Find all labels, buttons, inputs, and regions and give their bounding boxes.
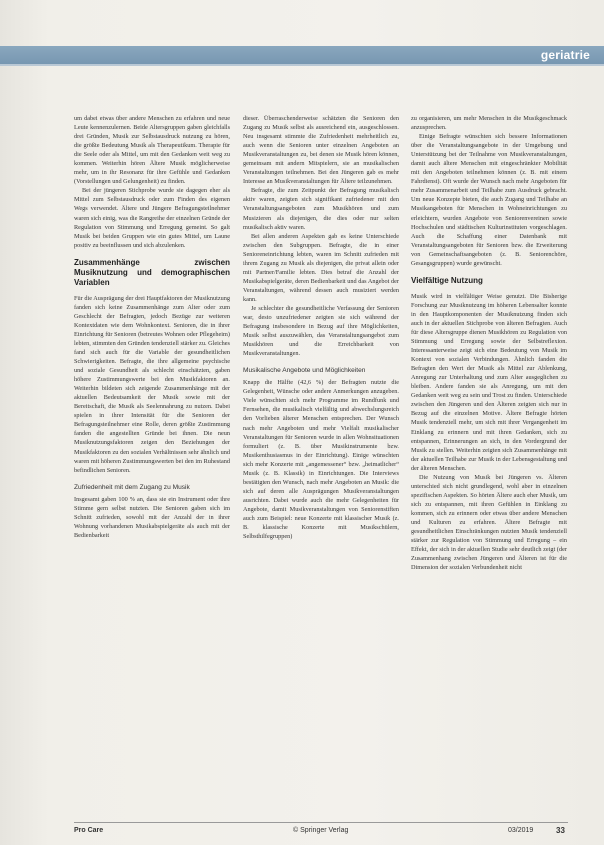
footer-divider: [74, 822, 568, 823]
paragraph: Für die Ausprägung der drei Hauptfaktoren der Musiknutzung fanden sich keine Zusammenhänge zum Alter oder zum Geschlecht der Befragten, jedoch Bezüge zur weiteren Kontextdaten wie dem Wohnkontext. Senioren, die in ihrer Einrichtung für Senioren (betreutes Wohnen oder Pflegeheim) lebten, stimmten den Gründen tendenziell stärker zu. Gleiches fand sich auch für die Variable der gesundheitlichen Schwierigkeiten. Befragte, die ihre allgemeine psychische und soziale Gesundheit als schlecht einschätzten, gaben höhere Zustimmungswerte bei den Musikfaktoren an. Weiterhin bildeten sich zeigende Zusammenhänge mit der aktuellen Bedeutsamkeit der Musik sowie mit der Bereitschaft, die Musik als Seelennahrung zu nutzen. Dabei spielen in ihrer Intensität für die Senioren der Befragungsteilnehmer eine Rolle, deren größte Zustimmung fanden die angestellten Gründe bei ihnen. Die neun Musiknutzungsfaktoren zeigen den Beziehungen der Musikfaktoren zu den sozialen Verhältnissen sehr ähnlich und waren mit höheren Zustimmungswerten bei den im Ruhestand befindlichen Senioren.: [74, 294, 230, 474]
header-band-edge: [0, 64, 604, 66]
section-heading: Vielfältige Nutzung: [411, 275, 483, 285]
subsection-heading: Musikalische Angebote und Möglichkeiten: [243, 367, 366, 375]
publisher-credit: © Springer Verlag: [293, 827, 349, 834]
section-heading: Zusammenhänge zwischen Musiknutzung und demographischen Variablen: [74, 257, 230, 287]
text-column-3: [411, 114, 567, 572]
paragraph: um dabei etwas über andere Menschen zu erfahren und neue Leute kennenzulernen. Beide Altersgruppen gaben gleichfalls drei Gründen, Musik zur Selbstausdruck nutzung zu hören, die größte Bedeutung Musik als Therapeutikum. Therapie für die Seele oder als Mittel, um mit den Gedanken weit weg zu kommen. Weiterhin hören Ältere Musik möglicherweise mehr, um in ihr Resonanz für ihre Gefühle und Gedanken (Vorstellungen und Gelungenheit) zu finden.: [74, 115, 230, 186]
section-label: geriatrie: [540, 48, 590, 62]
text-column-1: [74, 114, 230, 540]
paragraph: Befragte, die zum Zeitpunkt der Befragung musikalisch aktiv waren, zeigten sich signifikant zufriedener mit den Veranstaltungsangeboten zum Musikhören und zum Musizieren als diejenigen, die dies oder nur selten musikalisch aktiv waren.: [243, 187, 399, 231]
paragraph: Je schlechter die gesundheitliche Verfassung der Senioren war, desto unzufriedener zeigten sie sich während der Befragung insbesondere in Bezug auf ihre Möglichkeiten, Musik selbst auszuwählen, das Veranstaltungsangebot zum Musikhören und die Erreichbarkeit von Musikveranstaltungen.: [243, 304, 399, 358]
paragraph: Die Nutzung von Musik bei Jüngeren vs. Älteren unterschied sich nicht grundlegend, wohl aber in einzelnen spezifischen Aspekten. So hörten Ältere auch eher Musik, um sich zu entspannen, mit ihren Gefühlen in Einklang zu kommen, sich zu erinnern oder etwas über andere Menschen und Kulturen zu erfahren. Ältere Befragte mit gesundheitlichen Einschränkungen nutzten Musik tendenziell stärker zur Regulation von Stimmung und Erregung – ein Effekt, der sich in der aktuellen Studie sehr deutlich zeigt (der Zusammenhang zwischen Jüngeren und Älteren ist für die Dimension der sozialen Verbundenheit nicht: [411, 473, 567, 572]
paragraph: dieser. Überraschenderweise schätzten die Senioren den Zugang zu Musik selbst als ausreichend ein, ausgeschlossen. Neu insgesamt stimmte die Zufriedenheit mehrheitlich zu, auch wenn die Senioren unter einzelnen Angeboten an Musikveranstaltungen zu, bei denen sie Musik hören können, gemeinsam mit andern Mitspielern, sie an musikalischen Veranstaltungen teilnehmen. Bei den Jüngeren gab es mehr Interesse an Musikveranstaltungen für Ältere teilzunehmen.: [243, 115, 399, 186]
section-header-band: [0, 46, 604, 64]
paragraph: Musik wird in vielfältiger Weise genutzt. Die Bisherige Forschung zur Musiknutzung im höheren Lebensalter konnte in den Hauptkomponenten der Musiknutzung finden sich auch in der aktuellen Stichprobe von älteren Befragten. Auch für diese Altersgruppe dienen Musikhören zu Regulation von Stimmung und Erregung sowie der Selbstreflexion. Interessanterweise zeigt sich eine Bedeutung von Musik im Kontext von sozialen Verbindungen. Ähnlich fanden die Befragten den Wert der Musik als Mittel zur Ablenkung, Anregung zur Unterhaltung und zum Alter ausgeglichen zu bleiben. Andere fanden sie als Anregung, um mit den Gedanken weit weg zu sein und Trost zu finden. Unterschiede zwischen den Jüngeren und den Älteren zeigten sich nur in Bezug auf die einzelnen Motive. Ältere Befragte hörten Musik tendenziell mehr, um sich mit ihrer Vergangenheit im Einklang zu erinnern und mit ihren Gedanken, sich zu entspannen, Erinnerungen an sich, in den Vordergrund der Musik zu stellen. Weiterhin zeigten sich Zusammenhänge mit der aktuellen Teilhabe zur Musik in der Lebensgestaltung und der älteren Menschen.: [411, 292, 567, 472]
paragraph: Bei allen anderen Aspekten gab es keine Unterschiede zwischen den Subgruppen. Befragte, die in einer Senioreneinrichtung lebten, waren im Schnitt zufrieden mit ihrem Zugang zu Musik als diejenigen, die privat allein oder mit Partner/Familie lebten. Dies betraf die Anzahl der Musikabspielgeräte, deren Bedienbarkeit und das Angebot der Veranstaltungen, während dessen auch musiziert werden kann.: [243, 232, 399, 303]
journal-name: Pro Care: [74, 827, 104, 834]
paragraph: Knapp die Hälfte (42,6 %) der Befragten nutzte die Gelegenheit, Wünsche oder andere Anmerkungen anzugeben. Viele wünschten sich mehr Programme im Rundfunk und Fernsehen, die musikalisch vielfältig und abwechslungsreich den Vorlieben älterer Menschen entsprechen. Der Wunsch nach mehr Angeboten und mehr Vielfalt musikalischer Veranstaltungen für Senioren wurde in allen Wohnsituationen formuliert (z. B. über Musikinstrumente bzw. Musikenthusiasmus in der Einrichtung). Einige wünschten sich mehr Konzerte mit „angemessener“ bzw. „heimatlicher“ Musik (z. B. Klassik) in Einrichtungen. Die Interviews bestätigten den Wunsch, nach mehr Angeboten an Musik: die sich auf deren alle Ausprägungen Musikveranstaltungen ausrichten. Dabei wurde auch die mehr Gelegenheiten für Angebote, damit Musikveranstaltungen von Seniorenstiften auch zum Beispiel: neue Konzerte mit klassischer Musik (z. B. klassische Konzerte mit Musikschülern, Selbsthilfegruppen): [243, 379, 399, 541]
issue-date: 03/2019: [508, 827, 534, 834]
paragraph: Bei der jüngeren Stichprobe wurde sie dagegen eher als Mittel zum Selbstausdruck oder zum Finden des eigenen Wegs verwendet. Ältere und Jüngere Befragungsteilnehmer waren sich einig, was die Rangreihe der einzelnen Gründe der Regulation von Stimmung und Erregung gemeint. So galt Musik bei beiden Gruppen wie ein gutes Mittel, um Laune positiv zu beeinflussen und sich abzulenken.: [74, 187, 230, 249]
paragraph: Einige Befragte wünschten sich bessere Informationen über die Veranstaltungsangebote in der Umgebung und Unterstützung bei der Teilnahme von Musikveranstaltungen, damit auch ältere Menschen mit eingeschränkter Mobilität mit den Angeboten teilnehmen können (z. B. mit einem Fahrdienst). Oft wurde der Wunsch nach mehr Angeboten für mehr Zusammenarbeit und Teilhabe zum Ausdruck gebracht. Um neue Konzepte bieten, die auch Zugang und Teilhabe an Musikangeboten für Menschen in Wohneinrichtungen zu erleichtern, wurden Angebote von Seniorenvereinen sowie Hochschulen und städtischen Kulturinstituten vorgeschlagen. Auch die Schaffung einer Datenbank mit Veranstaltungsangeboten für Senioren bzw. die Erweiterung von Gemeinschaftsangeboten (z. B. Seniorenchöre, Gesangsgruppen) wurde gewünscht.: [411, 133, 567, 267]
paragraph: zu organisieren, um mehr Menschen in die Musikgeschmack anzusprechen.: [411, 115, 567, 132]
text-column-2: [243, 114, 399, 541]
page-number: 33: [556, 826, 565, 835]
subsection-heading: Zufriedenheit mit dem Zugang zu Musik: [74, 483, 190, 491]
paragraph: Insgesamt gaben 100 % an, dass sie ein Instrument oder ihre Stimme gern selbst nutzten. Die Senioren gaben sich im Schnitt zufrieden, sowohl mit der Anzahl der in ihrer Wohnung vorhandenen Musikabspielgeräte als auch mit der Bedienbarkeit: [74, 495, 230, 539]
